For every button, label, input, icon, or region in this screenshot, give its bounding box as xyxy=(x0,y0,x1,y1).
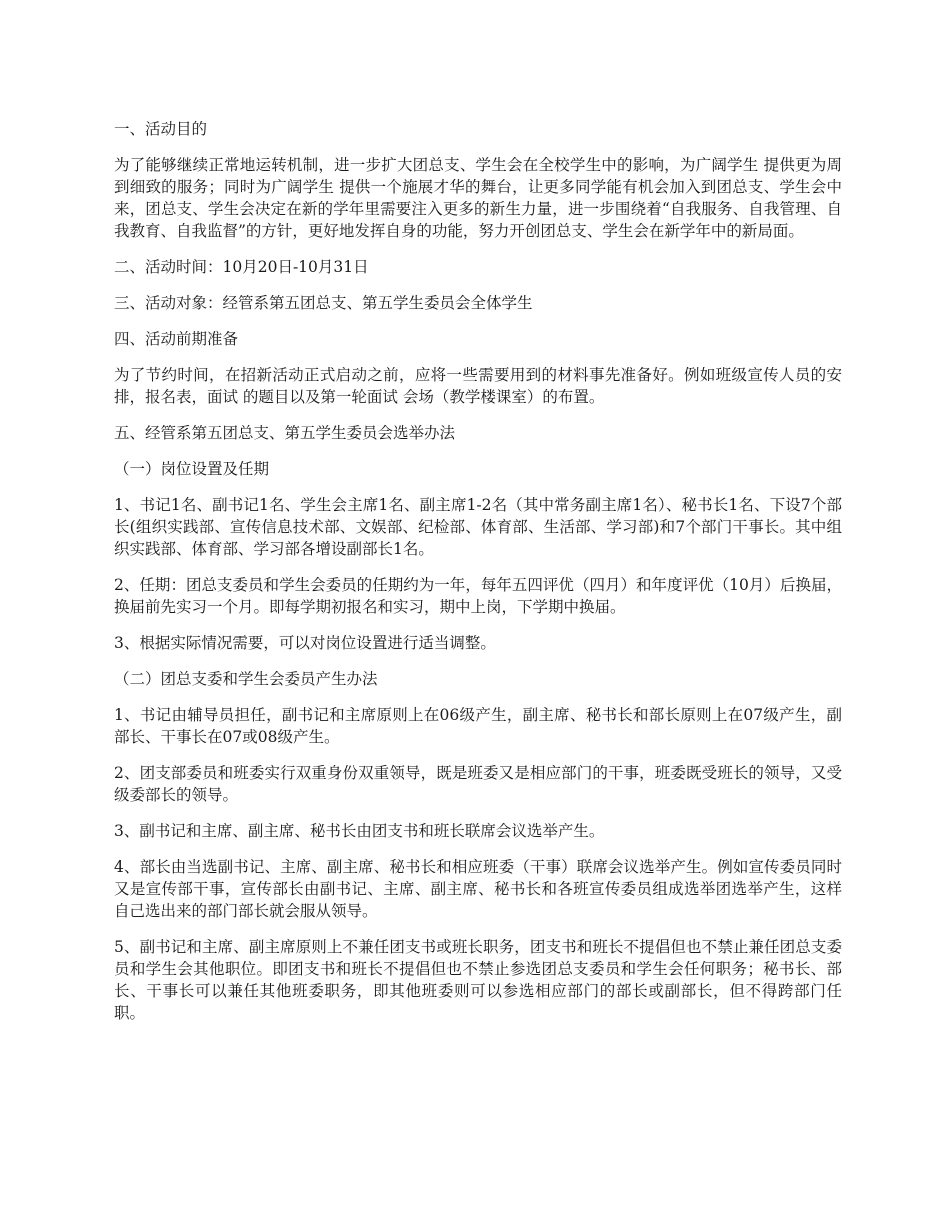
method-item-5: 5、副书记和主席、副主席原则上不兼任团支书或班长职务，团支书和班长不提倡但也不禁止兼任团总支委员和学生会其他职位。即团支书和班长不提倡但也不禁止参选团总支委员和学生会任何职务；秘书长、部长、干事长可以兼任其他班委职务，即其他班委则可以参选相应部门的部长或副部长，但不得跨部门任职。 xyxy=(114,938,842,1022)
section-heading-purpose: 一、活动目的 xyxy=(114,120,208,138)
activity-time: 二、活动时间：10月20日-10月31日 xyxy=(114,258,369,276)
method-item-3: 3、副书记和主席、副主席、秘书长由团支书和班长联席会议选举产生。 xyxy=(114,822,605,840)
subheading-election-method: （二）团总支委和学生会委员产生办法 xyxy=(114,670,378,688)
method-item-2: 2、团支部委员和班委实行双重身份双重领导，既是班委又是相应部门的干事，班委既受班长的领导，又受级委部长的领导。 xyxy=(114,764,842,804)
positions-item-2: 2、任期：团总支委员和学生会委员的任期约为一年，每年五四评优（四月）和年度评优（10月）后换届，换届前先实习一个月。即每学期初报名和实习，期中上岗，下学期中换届。 xyxy=(114,576,842,616)
section-heading-preparation: 四、活动前期准备 xyxy=(114,330,239,348)
positions-item-1: 1、书记1名、副书记1名、学生会主席1名、副主席1-2名（其中常务副主席1名）、秘书长1名、下设7个部长(组织实践部、宣传信息技术部、文娱部、纪检部、体育部、生活部、学习部)和7个部门干事长。其中组织实践部、体育部、学习部各增设副部长1名。 xyxy=(114,496,842,558)
purpose-paragraph: 为了能够继续正常地运转机制，进一步扩大团总支、学生会在全校学生中的影响，为广阔学生 提供更为周到细致的服务；同时为广阔学生 提供一个施展才华的舞台，让更多同学能有机会加入到团总支、学生会中来，团总支、学生会决定在新的学年里需要注入更多的新生力量，进一步围绕着“自我服务、自我管理、自我教育、自我监督”的方针，更好地发挥自身的功能，努力开创团总支、学生会在新学年中的新局面。 xyxy=(114,156,842,240)
method-item-4: 4、部长由当选副书记、主席、副主席、秘书长和相应班委（干事）联席会议选举产生。例如宣传委员同时又是宣传部干事，宣传部长由副书记、主席、副主席、秘书长和各班宣传委员组成选举团选举产生，这样自己选出来的部门部长就会服从领导。 xyxy=(114,858,842,920)
activity-target: 三、活动对象：经管系第五团总支、第五学生委员会全体学生 xyxy=(114,294,533,312)
subheading-positions: （一）岗位设置及任期 xyxy=(114,460,270,478)
preparation-paragraph: 为了节约时间，在招新活动正式启动之前，应将一些需要用到的材料事先准备好。例如班级宣传人员的安排，报名表，面试 的题目以及第一轮面试 会场（教学楼课室）的布置。 xyxy=(114,366,842,406)
positions-item-3: 3、根据实际情况需要，可以对岗位设置进行适当调整。 xyxy=(114,634,496,652)
document-page xyxy=(114,118,842,1038)
method-item-1: 1、书记由辅导员担任，副书记和主席原则上在06级产生，副主席、秘书长和部长原则上在07级产生，副部长、干事长在07或08级产生。 xyxy=(114,706,842,746)
section-heading-election: 五、经管系第五团总支、第五学生委员会选举办法 xyxy=(114,424,456,442)
